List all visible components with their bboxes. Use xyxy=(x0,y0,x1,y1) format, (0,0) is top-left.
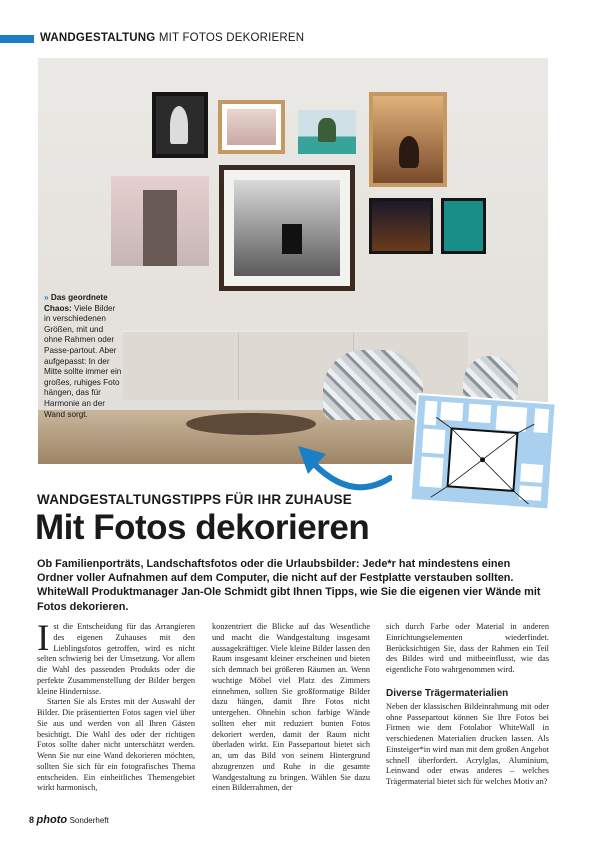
paragraph: konzentriert die Blicke auf das Wesentliche und macht die Wandgestaltung insgesamt aussagekräftiger. Viele kleine Bilder lassen den Raum insgesamt kleiner erscheinen und bieten sich demnach bei größeren Räumen an. Wenn wuchtige Möbel viel Platz des Zimmers einnehmen, sollten Sie großformatige Bilder dazu hängen, damit Ihre Fotos nicht untergehen. Ohnehin schon farbige Wände sollten eher mit reduziert bunten Fotos dekoriert werden, damit der Raum nicht überladen wirkt. Ein Passepartout bietet sich an, um das Bild von seinem Hintergrund abzugrenzen und Ruhe in die gesamte Wandgestaltung zu bringen. Wählen Sie dazu einen Bilderrahmen, der xyxy=(212,622,370,793)
frame-meditation xyxy=(369,92,447,187)
diagram-frame-small xyxy=(520,463,543,482)
frame-street-night xyxy=(369,198,433,254)
edition-label: Sonderheft xyxy=(69,816,109,825)
page-footer xyxy=(29,814,109,826)
diagram-frame-small xyxy=(424,401,438,426)
frame-bride xyxy=(218,100,285,154)
page-number: 8 xyxy=(29,815,35,825)
paragraph: Neben der klassischen Bildeinrahmung mit oder ohne Passepartout können Sie Ihre Fotos bei Firmen wie dem Fotolabor WhiteWall in verschiedenen Materialien drucken lassen. Als Einsteiger*in wird man mit dem großen Angebot schnell überfordert. Acrylglas, Aluminium, Leinwand oder etwas anderes – welches Trägermaterial bietet sich für welches Motiv an? xyxy=(386,701,549,786)
subheading: Diverse Trägermaterialien xyxy=(386,687,509,699)
body-column-2 xyxy=(212,622,370,794)
paragraph: st die Entscheidung für das Arrangieren des eigenen Zuhauses mit den Lieblingsfotos getroffen, wird es nicht selten schwierig bei der Umsetzung. Vor allem die Wahl des passenden Produkts oder die perfekte Zusammenstellung der Bilder bergen kleine Hindernisse. xyxy=(37,622,195,696)
article-kicker: WANDGESTALTUNGSTIPPS FÜR IHR ZUHAUSE xyxy=(37,492,352,507)
diagram-frame-small xyxy=(440,402,463,421)
diagram-frame-small xyxy=(420,456,444,487)
diagram-frame-small xyxy=(496,406,528,432)
article-lead: Ob Familienporträts, Landschaftsfotos oder die Urlaubsbilder: Jede*r hat mindestens einen Ordner voller Aufnahmen auf dem Computer, die nicht auf der Festplatte verstauben sollten. WhiteWall Produktmanager Jan-Ole Schmidt gibt Ihnen Tipps, wie Sie die eigenen vier Wände mit Fotos dekorieren. xyxy=(37,558,541,613)
layout-diagram xyxy=(382,393,557,513)
frame-dark-portrait xyxy=(152,92,208,158)
magazine-logo: photo xyxy=(36,814,68,826)
paragraph: sich durch Farbe oder Material in anderen Einrichtungselementen wiederfindet. Berücksichtigen Sie, dass der Rahmen ein Teil des Bildes wird und mitbeeinflusst, wie das eigentliche Foto wahrgenommen wird. xyxy=(386,622,549,674)
photo-caption xyxy=(44,293,122,420)
diagram-frame-small xyxy=(422,429,446,454)
diagram-arrow xyxy=(292,420,392,498)
caption-lead: Das geordnete Chaos: xyxy=(44,293,108,313)
frame-rider-main xyxy=(219,165,355,291)
caption-text: Viele Bilder in verschiedenen Größen, mit und ohne Rahmen oder Passe-partout. Aber aufgepasst: In der Mitte sollte immer ein großes, ruhiges Foto hängen, das für Harmonie an der Wand sorgt. xyxy=(44,303,122,419)
frame-aerial-sea xyxy=(441,198,486,254)
body-column-3 xyxy=(386,622,549,788)
body-column-1 xyxy=(37,618,195,794)
caption-arrow: » xyxy=(44,293,49,302)
diagram-frame-small xyxy=(468,404,491,423)
section-color-bar xyxy=(0,35,34,43)
topic-label: MIT FOTOS DEKORIEREN xyxy=(158,32,305,44)
diagram-frame-small xyxy=(534,408,550,433)
article-title: Mit Fotos dekorieren xyxy=(35,508,370,547)
section-label: WANDGESTALTUNG xyxy=(40,32,156,44)
frame-island xyxy=(298,110,356,154)
running-header xyxy=(40,32,304,44)
paragraph: Starten Sie als Erstes mit der Auswahl der Bilder. Die präsentierten Fotos sagen viel über Sie aus und werden von all Ihren Gästen besichtigt. Die Wahl des oder der richtigen Fotos sollte daher nicht unterschätzt werden. Wenn Sie nur eine Wand dekorieren möchten, sollten Sie sich für ein fotografisches Thema entscheiden. Ein einheitliches Themengebiet wirkt harmonisch, xyxy=(37,697,195,793)
frame-flatiron xyxy=(111,176,209,266)
drop-cap: I xyxy=(37,618,50,659)
